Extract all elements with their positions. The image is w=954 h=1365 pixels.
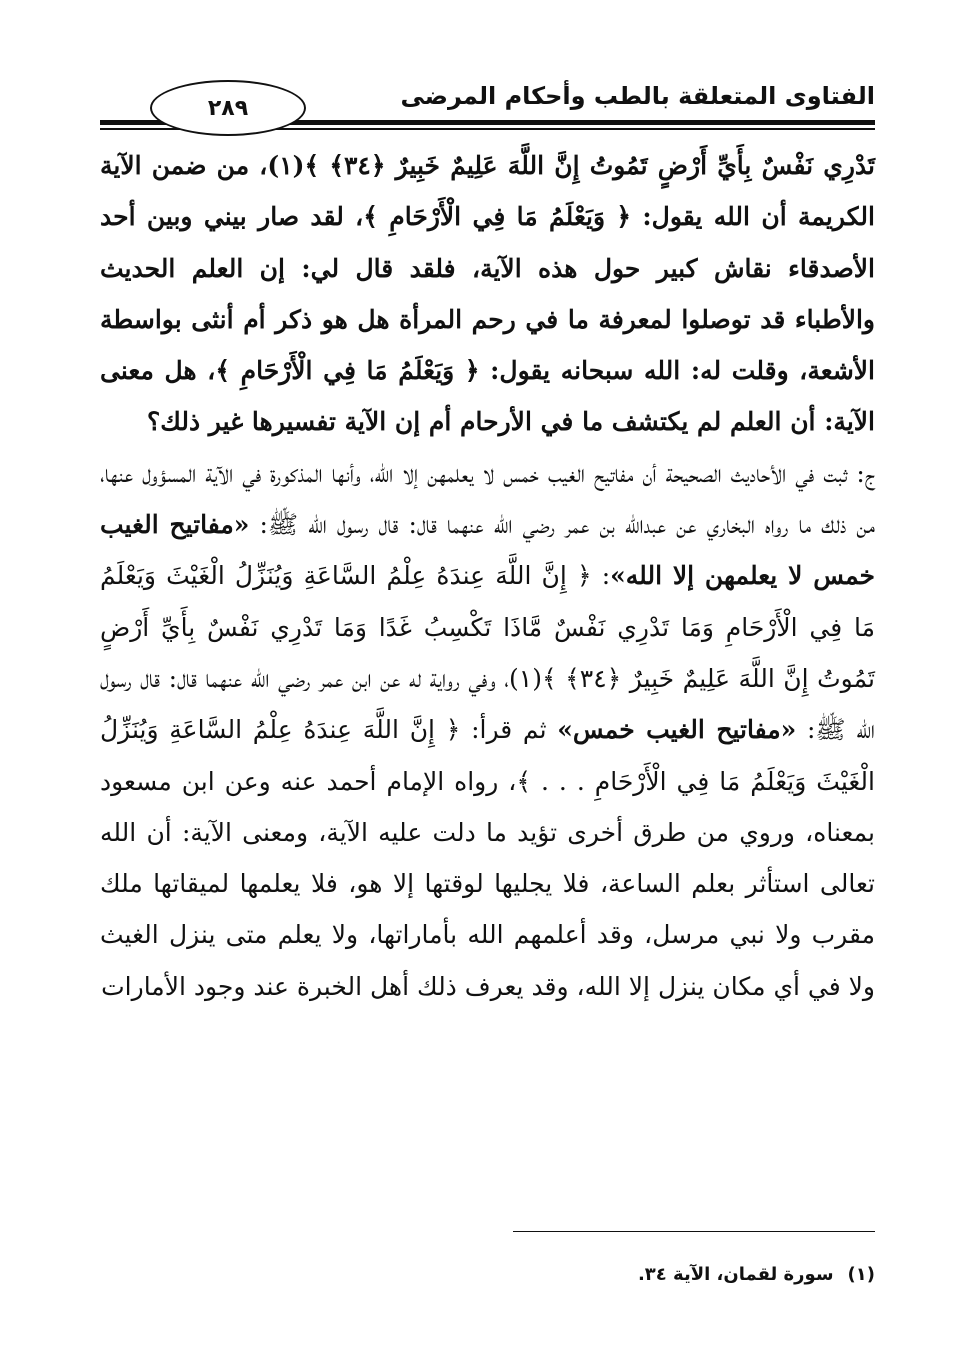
footnote-rule: [513, 1231, 875, 1232]
page-header: [100, 70, 875, 126]
question-text-1: تَدْرِي نَفْسٌ بِأَيِّ أَرْضٍ تَمُوتُ إِنَّ اللَّهَ عَلِيمٌ خَبِيرٌ ﴿٣٤﴾ ﴾(١)، من ضمن الآية الكريمة أن الله يقول: ﴿ وَيَعْلَمُ مَا فِي الْأَرْحَامِ ﴾، لقد صار بيني وبين أحد الأصدقاء نقاش كبير حول هذه الآية، فلقد قال لي: إن العلم الحديث: [100, 151, 875, 283]
answer-text-3: ثم قرأ: ﴿ إِنَّ اللَّهَ عِندَهُ عِلْمُ السَّاعَةِ وَيُنَزِّلُ الْغَيْثَ وَيَعْلَمُ مَا فِي الْأَرْحَامِ . . . ﴾، رواه الإمام أحمد عنه وعن ابن مسعود بمعناه، وروي من طرق أخرى تؤيد ما دلت عليه الآية، ومعنى الآية: أن الله تعالى استأثر بعلم الساعة، فلا يجليها لوقتها إلا هو، فلا يعلمها لميقاتها ملك مقرب ولا نبي مرسل، وقد أعلمهم الله بأماراتها، ولا يعلم متى ينزل الغيث ولا في أي مكان ينزل إلا الله، وقد يعرف ذلك أهل الخبرة عند وجود الأمارات: [100, 715, 875, 1001]
footnote: [624, 1264, 875, 1285]
footnote-text: سورة لقمان، الآية ٣٤.: [637, 1264, 834, 1285]
hadith-quote-2: «مفاتيح الغيب خمس»: [557, 715, 797, 745]
page-number: ٢٨٩: [150, 80, 306, 136]
answer-text-2: : ﴿ إِنَّ اللَّهَ عِندَهُ عِلْمُ السَّاعَةِ وَيُنَزِّلُ الْغَيْثَ وَيَعْلَمُ مَا فِي الْأَرْحَامِ وَمَا تَدْرِي نَفْسٌ مَّاذَا تَكْسِبُ غَدًا وَمَا تَدْرِي نَفْسٌ بِأَيِّ أَرْضٍ تَمُوتُ إِنَّ اللَّهَ عَلِيمٌ خَبِيرٌ ﴿٣٤﴾ ﴾(١)، وفي رواية له عن ابن عمر رضي الله عنهما قال: قال رسول الله ﷺ:: [100, 561, 875, 745]
running-title: الفتاوى المتعلقة بالطب وأحكام المرضى: [400, 82, 875, 110]
hadith-quote-1: «مفاتيح الغيب خمس لا يعلمهن إلا الله»: [100, 510, 875, 591]
question-text-2: والأطباء قد توصلوا لمعرفة ما في رحم المرأة هل هو ذكر أم أنثى بواسطة الأشعة، وقلت له: الله سبحانه يقول: ﴿ وَيَعْلَمُ مَا فِي الْأَرْحَامِ ﴾، هل معنى الآية: أن العلم لم يكتشف ما في الأرحام أم إن الآية تفسيرها غير ذلك؟: [100, 304, 875, 437]
answer-paragraph: [100, 448, 875, 1012]
answer-text-1: ج: ثبت في الأحاديث الصحيحة أن مفاتيح الغيب خمس لا يعلمهن إلا الله، وأنها المذكورة في الآية المسؤول عنها، من ذلك ما رواه البخاري عن عبدالله بن عمر رضي الله عنهما قال: قال رسول الله ﷺ:: [100, 458, 875, 540]
question-paragraph: [100, 140, 875, 448]
body-text: [100, 140, 875, 1012]
footnote-marker: (١): [847, 1264, 875, 1285]
